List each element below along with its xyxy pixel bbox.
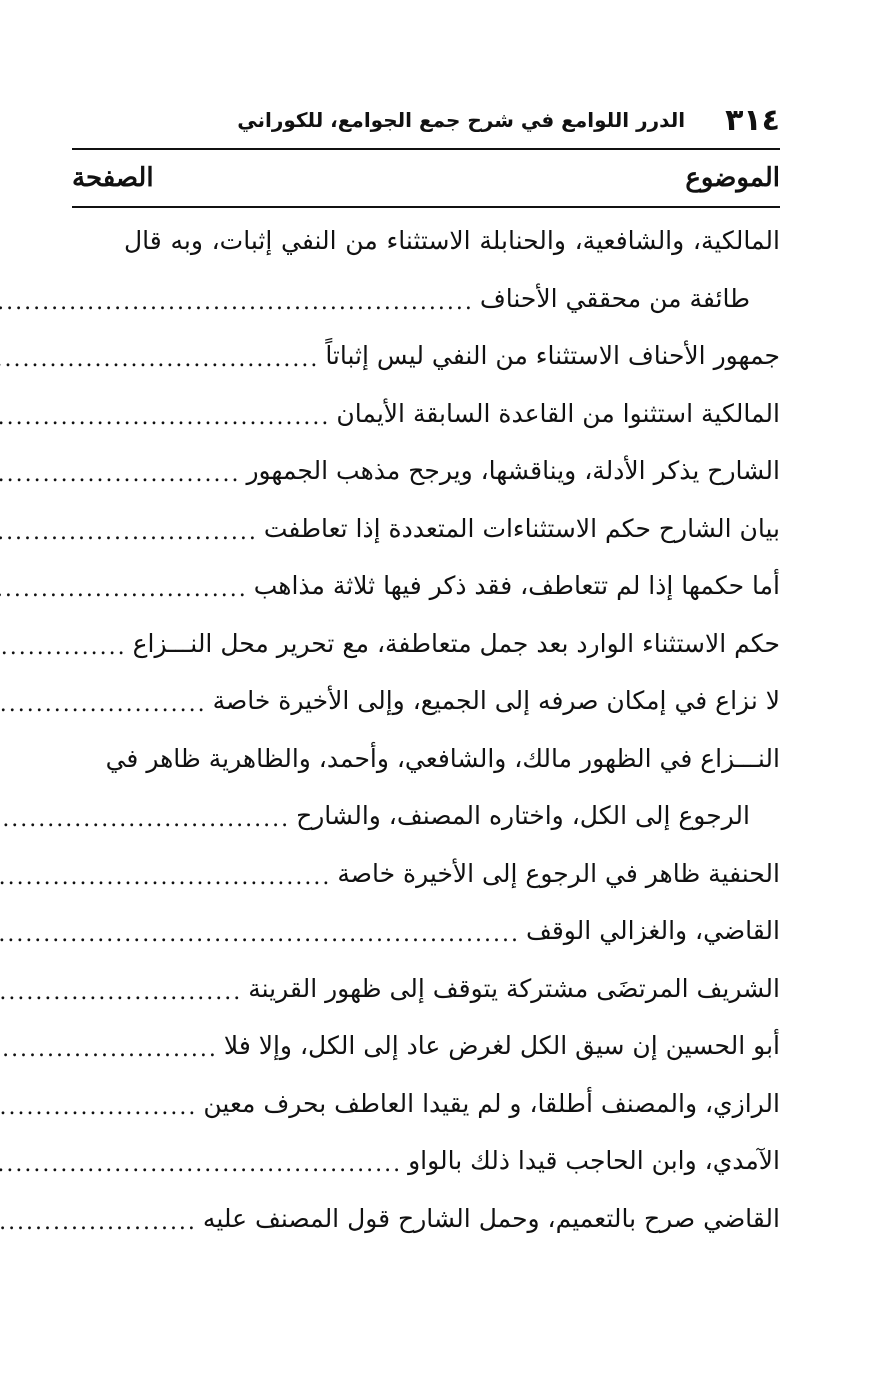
- toc-entry-text: النـــزاع في الظهور مالك، والشافعي، وأحمد، والظاهرية ظاهر في: [105, 743, 780, 773]
- toc-entry: [72, 845, 780, 903]
- book-page: [72, 92, 780, 1247]
- toc-entry-text: جمهور الأحناف الاستثناء من النفي ليس إثباتاً: [325, 341, 780, 371]
- toc-entry: [72, 730, 780, 788]
- dot-leader: [0, 1144, 402, 1177]
- dot-leader: [0, 1202, 197, 1235]
- toc-entry: [72, 902, 780, 960]
- toc-entry-text: القاضي صرح بالتعميم، وحمل الشارح قول المصنف عليه: [202, 1203, 780, 1233]
- dot-leader: [0, 857, 331, 890]
- toc-entry-text: طائفة من محققي الأحناف: [479, 283, 750, 313]
- table-of-contents-header: [72, 150, 780, 206]
- dot-leader: [0, 627, 127, 660]
- dot-leader: [0, 397, 330, 430]
- toc-entry: [72, 500, 780, 558]
- running-header: [72, 92, 780, 148]
- dot-leader: [0, 339, 319, 372]
- column-heading-rule: [72, 206, 780, 208]
- page-number: ٣١٤: [725, 102, 780, 138]
- toc-entry: [72, 960, 780, 1018]
- toc-entry-text: المالكية، والشافعية، والحنابلة الاستثناء من النفي إثبات، وبه قال: [124, 226, 780, 256]
- toc-entry: [72, 1132, 780, 1190]
- toc-entry: [72, 1075, 780, 1133]
- dot-leader: [0, 1087, 197, 1120]
- toc-entry-text: الشريف المرتضَى مشتركة يتوقف إلى ظهور القرينة: [248, 973, 780, 1003]
- dot-leader: [0, 569, 248, 602]
- toc-entry-text: الرجوع إلى الكل، واختاره المصنف، والشارح: [296, 801, 750, 831]
- toc-entry: [72, 385, 780, 443]
- dot-leader: [0, 799, 290, 832]
- toc-entry: [72, 327, 780, 385]
- dot-leader: [0, 914, 520, 947]
- toc-entry: [72, 270, 780, 328]
- toc-entry-text: لا نزاع في إمكان صرفه إلى الجميع، وإلى الأخيرة خاصة: [212, 686, 780, 716]
- toc-entry: [72, 212, 780, 270]
- toc-entry: [72, 557, 780, 615]
- dot-leader: [0, 972, 242, 1005]
- dot-leader: [0, 282, 474, 315]
- dot-leader: [0, 454, 240, 487]
- toc-entry-text: المالكية استثنوا من القاعدة السابقة الأيمان: [336, 398, 780, 428]
- dot-leader: [0, 684, 207, 717]
- toc-entry-text: بيان الشارح حكم الاستثناءات المتعددة إذا تعاطفت: [263, 513, 780, 543]
- toc-entry-text: أبو الحسين إن سيق الكل لغرض عاد إلى الكل، وإلا فلا: [223, 1031, 780, 1061]
- toc-entry-text: الشارح يذكر الأدلة، ويناقشها، ويرجح مذهب الجمهور: [246, 456, 780, 486]
- toc-entry: [72, 787, 780, 845]
- toc-entry: [72, 1017, 780, 1075]
- book-title: الدرر اللوامع في شرح جمع الجوامع، للكوراني: [237, 108, 686, 132]
- toc-entry: [72, 615, 780, 673]
- toc-entry: [72, 442, 780, 500]
- toc-entry-text: الرازي، والمصنف أطلقا، و لم يقيدا العاطف بحرف معين: [203, 1088, 780, 1118]
- table-of-contents: [72, 212, 780, 1247]
- page-column-heading: الصفحة: [72, 163, 154, 193]
- dot-leader: [0, 512, 258, 545]
- toc-entry-text: الحنفية ظاهر في الرجوع إلى الأخيرة خاصة: [337, 858, 780, 888]
- dot-leader: [0, 1029, 218, 1062]
- topic-column-heading: الموضوع: [685, 163, 780, 193]
- toc-entry: [72, 672, 780, 730]
- toc-entry-text: الآمدي، وابن الحاجب قيدا ذلك بالواو: [408, 1146, 780, 1176]
- toc-entry-text: حكم الاستثناء الوارد بعد جمل متعاطفة، مع تحرير محل النـــزاع: [132, 628, 780, 658]
- toc-entry: [72, 1190, 780, 1248]
- toc-entry-text: أما حكمها إذا لم تتعاطف، فقد ذكر فيها ثلاثة مذاهب: [253, 571, 780, 601]
- toc-entry-text: القاضي، والغزالي الوقف: [525, 916, 780, 946]
